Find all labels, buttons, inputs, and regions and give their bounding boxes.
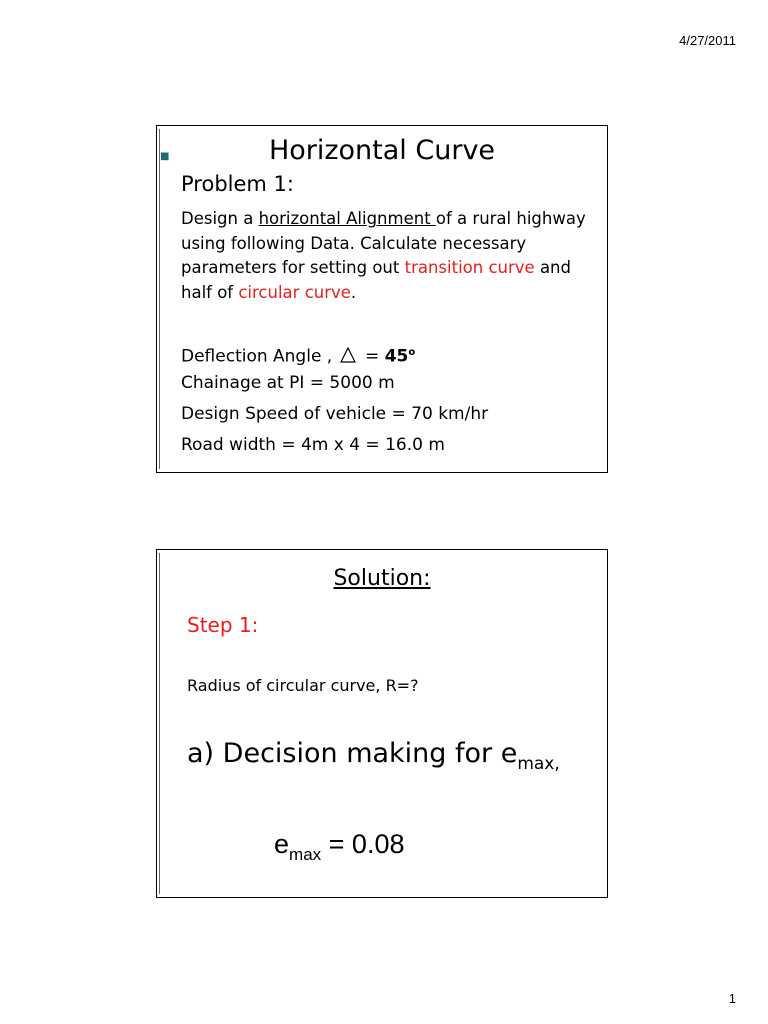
circular-curve-term: circular curve: [238, 282, 351, 302]
slide-solution: [156, 549, 608, 898]
decision-heading: [187, 736, 560, 772]
slide-problem: [156, 125, 608, 473]
description-text: of a rural highway using following Data. Calculate necessary parameters for setting out: [181, 209, 586, 277]
road-width-row: Road width = 4m x 4 = 16.0 m: [181, 435, 445, 455]
page-number: 1: [728, 991, 736, 1006]
slide-title: Horizontal Curve: [268, 135, 496, 166]
step-label: Step 1:: [187, 613, 259, 637]
description-text: Design a: [181, 209, 259, 228]
description-text: and half of: [181, 258, 571, 302]
design-speed-row: Design Speed of vehicle = 70 km/hr: [181, 404, 489, 424]
emax-value: = 0.08: [321, 829, 405, 859]
problem-label: Problem 1:: [181, 172, 294, 196]
deflection-value: 45: [384, 346, 409, 367]
decision-text: a) Decision making for e: [187, 738, 518, 769]
delta-triangle-icon: [340, 347, 356, 363]
solution-title-text: Solution:: [333, 566, 431, 591]
decision-subscript: max,: [517, 754, 560, 774]
problem-description: [181, 207, 601, 305]
degree-unit: o: [408, 347, 416, 358]
emax-subscript: max: [289, 845, 322, 864]
design-parameters: [181, 337, 488, 461]
solution-title: [157, 564, 607, 594]
horizontal-alignment-term: horizontal Alignment: [258, 209, 436, 228]
chainage-row: Chainage at PI = 5000 m: [181, 373, 395, 393]
deflection-angle-row: [181, 337, 488, 368]
emax-equation: [274, 826, 404, 862]
radius-question: Radius of circular curve, R=?: [187, 676, 419, 695]
deflection-equals: =: [365, 346, 380, 367]
bullet-marker-icon: ■: [160, 151, 170, 162]
page-date: 4/27/2011: [679, 33, 736, 48]
description-text: .: [350, 282, 357, 302]
transition-curve-term: transition curve: [404, 258, 535, 277]
deflection-label: Deflection Angle ,: [181, 346, 333, 367]
emax-symbol: e: [274, 829, 290, 859]
